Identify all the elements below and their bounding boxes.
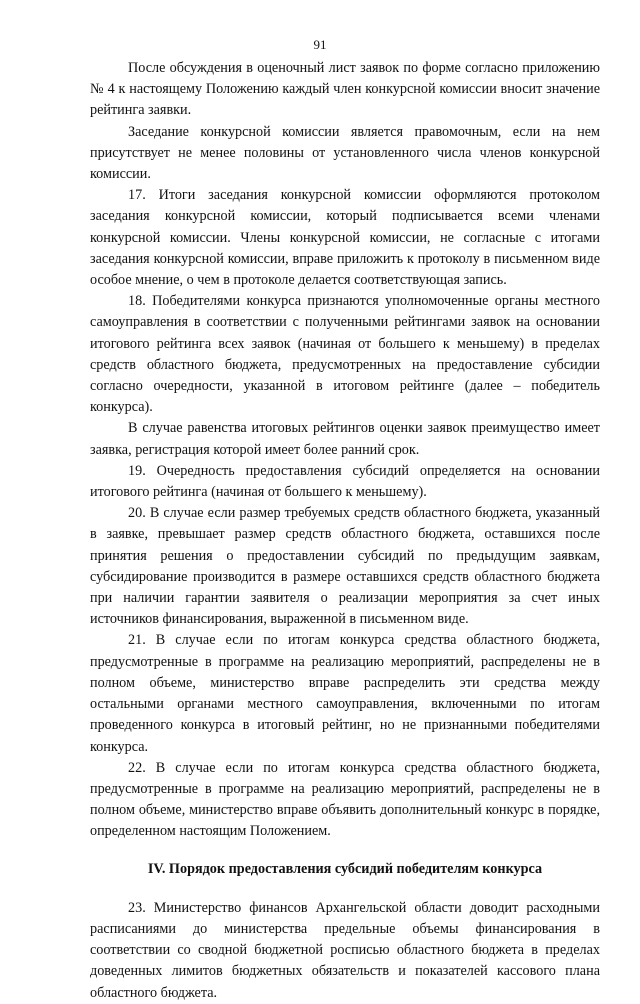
document-body: [90, 58, 600, 1004]
paragraph-22-additional-contest: 22. В случае если по итогам конкурса средства областного бюджета, предусмотренные в программе на реализацию мероприятий, распределены не в полном объеме, министерство вправе объявить дополнительный конкурс в порядке, определенном настоящим Положением.: [90, 759, 600, 840]
page-number: 91: [313, 37, 327, 52]
paragraph-quorum: Заседание конкурсной комиссии является правомочным, если на нем присутствует не менее половины от установленного числа членов конкурсной комиссии.: [90, 123, 600, 183]
paragraph-18-winners: 18. Победителями конкурса признаются уполномоченные органы местного самоуправления в соответствии с полученными рейтингами заявок на основании итогового рейтинга всех заявок (начиная от большего к меньшему) в пределах средств областного бюджета, предусмотренных на предоставление субсидии согласно очередности, указанной в итоговом рейтинге (далее – победитель конкурса).: [90, 293, 600, 416]
paragraph-17-protocol: 17. Итоги заседания конкурсной комиссии оформляются протоколом заседания конкурсной комиссии, который подписывается всеми членами конкурсной комиссии. Члены конкурсной комиссии, не согласные с итогами заседания конкурсной комиссии, вправе приложить к протоколу в письменном виде особое мнение, о чем в протоколе делается соответствующая запись.: [90, 187, 600, 289]
paragraph-20-remaining-funds: 20. В случае если размер требуемых средств областного бюджета, указанный в заявке, превышает размер средств областного бюджета, оставшихся после принятия решения о предоставлении субсидий по предыдущим заявкам, субсидирование производится в размере оставшихся средств областного бюджета при наличии гарантии заявителя о реализации мероприятия за счет иных источников финансирования, выраженной в письменном виде.: [90, 505, 600, 628]
paragraph-21-redistribution: 21. В случае если по итогам конкурса средства областного бюджета, предусмотренные в программе на реализацию мероприятий, распределены не в полном объеме, министерство вправе распределить эти средства между остальными органами местного самоуправления, включенными по итогам проведенного конкурса в итоговый рейтинг, но не признанными победителями конкурса.: [90, 632, 600, 755]
section-title: IV. Порядок предоставления субсидий победителям конкурса: [147, 860, 543, 877]
paragraph-rating-entry: После обсуждения в оценочный лист заявок по форме согласно приложению № 4 к настоящему Положению каждый член конкурсной комиссии вносит значение рейтинга заявки.: [90, 60, 600, 119]
paragraph-equal-ratings: В случае равенства итоговых рейтингов оценки заявок преимущество имеет заявка, регистрация которой имеет более ранний срок.: [90, 420, 600, 458]
paragraph-23-financing: 23. Министерство финансов Архангельской области доводит расходными расписаниями до министерства предельные объемы финансирования в соответствии со сводной бюджетной росписью областного бюджета в пределах доведенных лимитов бюджетных обязательств и показателей кассового плана областного бюджета.: [90, 899, 600, 1001]
paragraph-19-order: 19. Очередность предоставления субсидий определяется на основании итогового рейтинга (начиная от большего к меньшему).: [90, 462, 600, 501]
